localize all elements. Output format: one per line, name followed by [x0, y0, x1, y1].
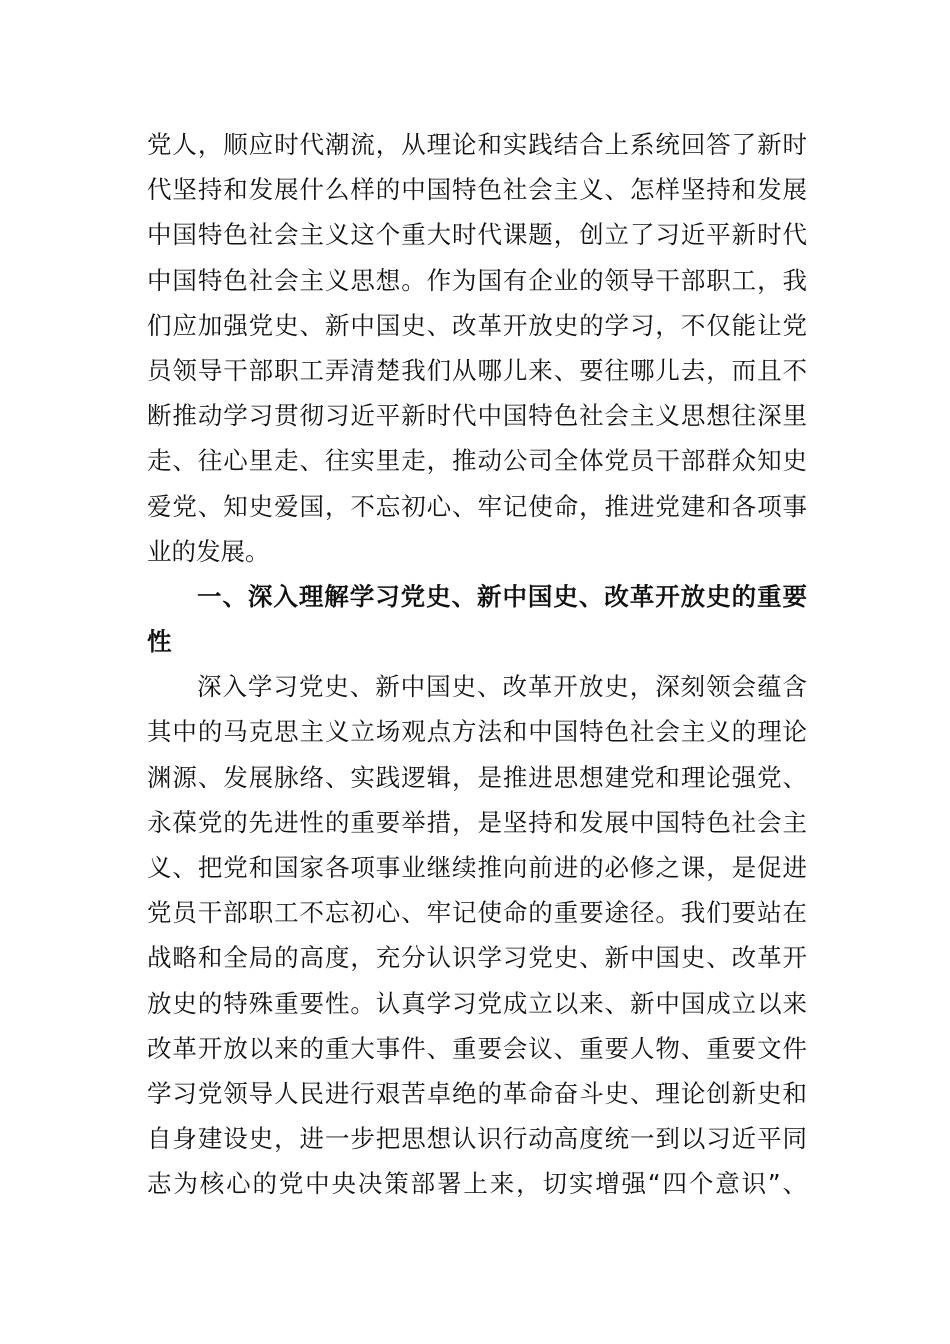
text-line: 走、往心里走、往实里走，推动公司全体党员干部群众知史: [147, 446, 807, 476]
heading-line: 一、深入理解学习党史、新中国史、改革开放史的重要: [197, 581, 807, 611]
paragraph-section-one: [147, 664, 807, 1206]
text-line: 改革开放以来的重大事件、重要会议、重要人物、重要文件: [147, 1033, 807, 1063]
text-line: 爱党、知史爱国，不忘初心、牢记使命，推进党建和各项事: [147, 491, 807, 521]
text-line: 中国特色社会主义思想。作为国有企业的领导干部职工，我: [147, 265, 807, 295]
text-line: 学习党领导人民进行艰苦卓绝的革命奋斗史、理论创新史和: [147, 1078, 807, 1108]
text-line: 战略和全局的高度，充分认识学习党史、新中国史、改革开: [147, 943, 807, 973]
text-line: 自身建设史，进一步把思想认识行动高度统一到以习近平同: [147, 1124, 807, 1154]
text-line: 义、把党和国家各项事业继续推向前进的必修之课，是促进: [147, 853, 807, 882]
text-line: 中国特色社会主义这个重大时代课题，创立了习近平新时代: [147, 220, 807, 250]
text-line: 业的发展。: [147, 536, 270, 566]
text-line: 代坚持和发展什么样的中国特色社会主义、怎样坚持和发展: [147, 175, 807, 205]
text-line: 渊源、发展脉络、实践逻辑，是推进思想建党和理论强党、: [147, 762, 807, 792]
text-line: 志为核心的党中央决策部署上来，切实增强“四个意识”、: [147, 1169, 807, 1199]
text-line: 断推动学习贯彻习近平新时代中国特色社会主义思想往深里: [147, 401, 807, 431]
text-line: 永葆党的先进性的重要举措，是坚持和发展中国特色社会主: [147, 807, 807, 837]
section-heading: [147, 574, 807, 664]
text-line: 放史的特殊重要性。认真学习党成立以来、新中国成立以来: [147, 988, 807, 1018]
text-line: 党人，顺应时代潮流，从理论和实践结合上系统回答了新时: [147, 130, 807, 159]
heading-line: 性: [147, 627, 172, 657]
text-line: 员领导干部职工弄清楚我们从哪儿来、要往哪儿去，而且不: [147, 355, 807, 385]
document-page: [147, 122, 807, 1207]
text-line: 们应加强党史、新中国史、改革开放史的学习，不仅能让党: [147, 310, 807, 340]
text-line: 党员干部职工不忘初心、牢记使命的重要途径。我们要站在: [147, 898, 807, 928]
text-line: 其中的马克思主义立场观点方法和中国特色社会主义的理论: [147, 717, 807, 747]
paragraph-intro: [147, 122, 807, 574]
text-line: 深入学习党史、新中国史、改革开放史，深刻领会蕴含: [197, 672, 807, 702]
